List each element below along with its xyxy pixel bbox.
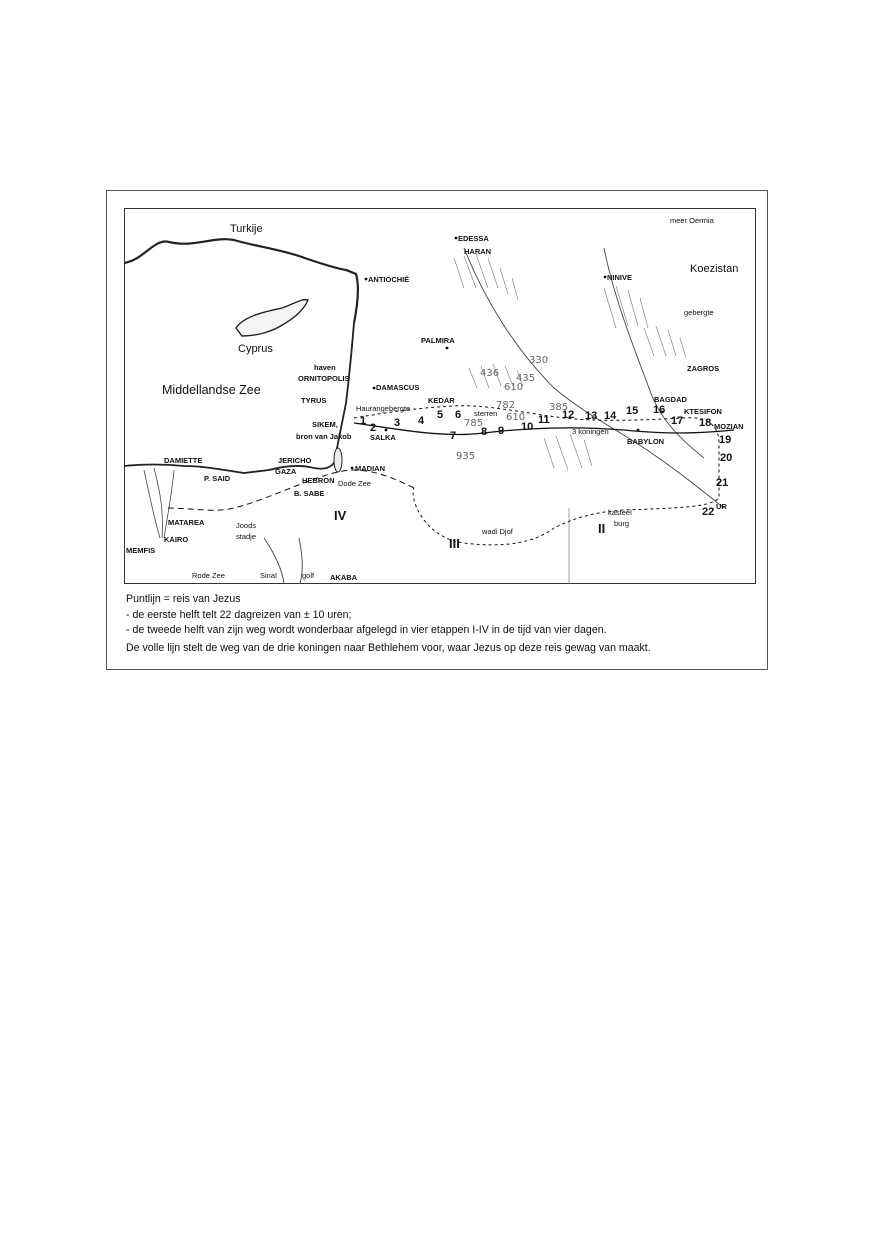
city-palmira: PALMIRA [421,336,455,345]
etappe-iv: IV [334,508,347,523]
city-sikem: SIKEM, [312,420,338,429]
stage-2: 2 [370,422,377,434]
elevation-435: 435 [516,373,536,384]
city-jericho: JERICHO [278,456,312,465]
city-haven: haven [314,363,336,372]
city-antiochie: ANTIOCHIË [368,275,410,284]
city-madian: MADIAN [355,464,385,473]
stage-5: 5 [437,409,444,421]
label-golf: golf [302,571,315,580]
city-gaza: GAZA [275,467,297,476]
label-wadi-djof: wadi Djof [482,527,513,536]
stage-17: 17 [671,415,684,427]
label-dode-zee: Dode Zee [338,479,371,488]
elevation-610-south: 610 [506,412,526,423]
label-burg: burg [614,519,630,528]
etappe-ii: II [598,521,606,536]
city-ninive: NINIVE [607,273,633,282]
stage-9: 9 [498,425,505,437]
city-ktesifon: KTESIFON [684,407,722,416]
label-sinai: Sinaï [260,571,278,580]
city-hebron: HEBRON [302,476,335,485]
city-p-said: P. SAID [204,474,231,483]
historical-map [124,208,756,584]
city-kairo: KAIRO [164,535,189,544]
stage-15: 15 [626,405,639,417]
legend-line-solid: De volle lijn stelt de weg van de drie koningen naar Bethlehem voor, waar Jezus op deze reis gewag van maakt. [126,641,651,654]
stage-11: 11 [538,414,550,426]
stage-12: 12 [562,409,575,421]
legend-line-first-half: - de eerste helft telt 22 dagreizen van ± 10 uren; [126,608,352,621]
city-bron-van-jakob: bron van Jakob [296,432,352,441]
elevation-610-north: 610 [504,382,524,393]
elevation-785: 785 [464,418,484,429]
city-akaba: AKABA [330,573,358,582]
label-haurangebergte: Haurangebergte [356,404,411,413]
city-babylon: BABYLON [627,437,665,446]
label-koezistan: Koezistan [690,263,739,275]
label-turkije: Turkije [230,223,263,235]
stage-14: 14 [604,410,617,422]
stage-13: 13 [585,410,598,422]
city-damascus: DAMASCUS [376,383,420,392]
stage-20: 20 [720,452,733,464]
legend-line-second-half: - de tweede helft van zijn weg wordt wonderbaar afgelegd in vier etappen I-IV in de tijd van vier dagen. [126,624,607,636]
elevation-782: 782 [496,400,516,411]
city-salka: SALKA [370,433,396,442]
map-legend [126,592,756,656]
city-b-sabe: B. SABE [294,489,325,498]
label-zagros: ZAGROS [687,364,720,373]
city-kedar: KEDAR [428,396,455,405]
city-damiette: DAMIETTE [164,456,203,465]
stage-8: 8 [481,426,488,438]
city-mozian: MOZIAN [714,422,744,431]
stage-22: 22 [702,506,715,518]
label-rode-zee: Rode Zee [192,571,225,580]
city-matarea: MATAREA [168,518,205,527]
etappe-iii: III [449,536,460,551]
elevation-935: 935 [456,451,476,462]
stage-7: 7 [450,430,457,442]
city-memfis: MEMFIS [126,546,156,555]
city-tyrus: TYRUS [301,396,327,405]
city-ur: UR [716,502,727,511]
city-haran: HARAN [464,247,492,256]
elevation-385: 385 [549,402,569,413]
label-3-koningen: 3 koningen [572,427,609,436]
stage-4: 4 [418,415,425,427]
label-kasteel: kasteel [608,508,632,517]
label-middellandse-zee: Middellandse Zee [162,383,261,397]
stage-6: 6 [455,409,462,421]
city-ornitopolis: ORNITOPOLIS [298,374,350,383]
stage-19: 19 [719,434,732,446]
dead-sea [334,448,342,472]
label-stadje: stadje [236,532,257,541]
label-meer-oermia: meer Oermia [670,216,714,225]
elevation-330: 330 [529,355,549,366]
label-sterren: sterren [474,409,498,418]
elevation-436: 436 [480,368,500,379]
stage-16: 16 [653,404,666,416]
label-cyprus: Cyprus [238,343,273,355]
label-joods: Joods [236,521,257,530]
stage-10: 10 [521,421,534,433]
stage-21: 21 [716,477,729,489]
city-bagdad: BAGDAD [654,395,687,404]
stage-1: 1 [360,415,367,427]
legend-line-dotted: Puntlijn = reis van Jezus [126,593,241,605]
stage-18: 18 [699,417,712,429]
stage-3: 3 [394,417,401,429]
city-edessa: EDESSA [458,234,489,243]
label-gebergte: gebergte [684,308,714,317]
